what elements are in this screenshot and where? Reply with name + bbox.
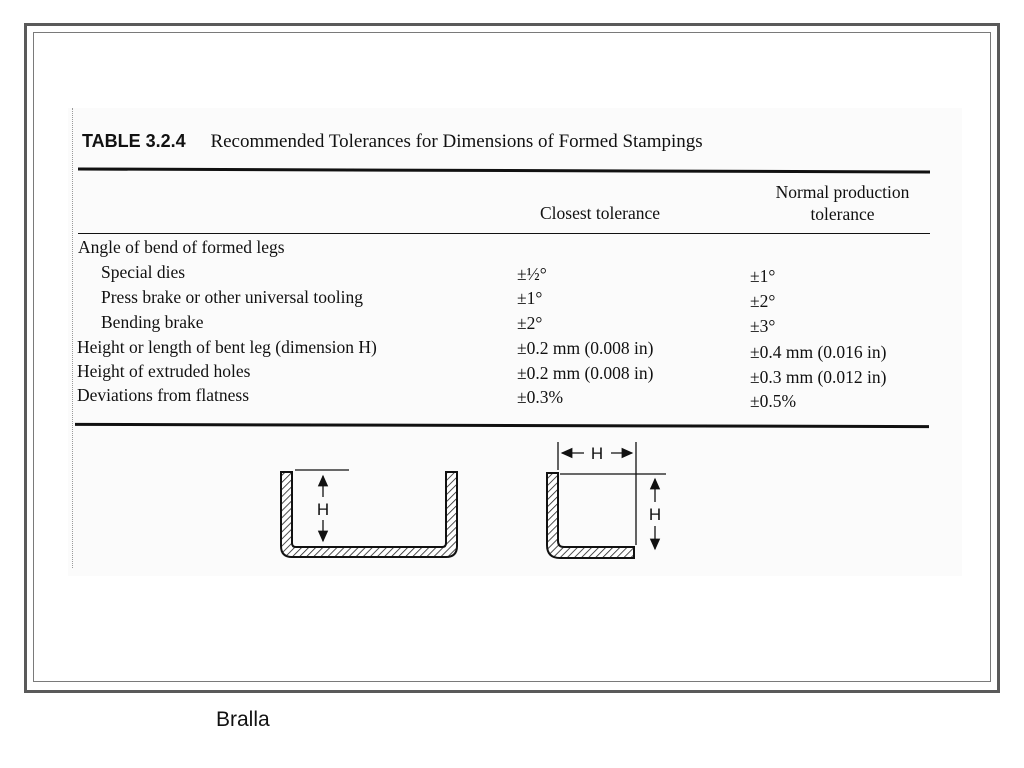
- cell-normal-flatness: ±0.5%: [750, 391, 797, 411]
- row-label-extruded-holes: Height of extruded holes: [77, 361, 251, 381]
- table-number: TABLE 3.2.4: [82, 131, 186, 151]
- angle-section: [547, 473, 634, 558]
- row-label-angle-of-bend: Angle of bend of formed legs: [78, 237, 285, 257]
- angle-height-dimension: [560, 474, 666, 549]
- cell-closest-press-brake: ±1°: [517, 288, 543, 308]
- cell-closest-special-dies: ±½°: [517, 264, 547, 284]
- angle-width-dimension: [558, 442, 636, 545]
- row-label-special-dies: Special dies: [101, 262, 186, 282]
- cell-closest-flatness: ±0.3%: [517, 387, 564, 407]
- angle-height-label: H: [648, 505, 662, 524]
- cell-closest-bending-brake: ±2°: [517, 313, 543, 333]
- header-normal-line2: tolerance: [810, 204, 875, 224]
- angle-width-label: H: [590, 444, 604, 463]
- cell-normal-press-brake: ±2°: [750, 291, 776, 311]
- row-label-press-brake: Press brake or other universal tooling: [101, 287, 363, 307]
- cell-closest-extruded-holes: ±0.2 mm (0.008 in): [517, 363, 654, 383]
- slide-caption: Bralla: [216, 708, 270, 731]
- cell-normal-bending-brake: ±3°: [750, 316, 776, 336]
- row-label-bending-brake: Bending brake: [101, 312, 204, 332]
- row-label-height-bent-leg: Height or length of bent leg (dimension H): [77, 337, 377, 357]
- cell-normal-extruded-holes: ±0.3 mm (0.012 in): [750, 367, 887, 387]
- cell-closest-height-bent-leg: ±0.2 mm (0.008 in): [517, 338, 654, 358]
- row-label-flatness: Deviations from flatness: [77, 385, 250, 405]
- u-channel-height-label: H: [316, 500, 330, 519]
- u-channel-dimension: [295, 470, 349, 541]
- cell-normal-special-dies: ±1°: [750, 266, 776, 286]
- table-title-text: Recommended Tolerances for Dimensions of Formed Stampings: [210, 131, 703, 152]
- header-closest-tolerance: Closest tolerance: [539, 203, 661, 223]
- cell-normal-height-bent-leg: ±0.4 mm (0.016 in): [750, 342, 887, 362]
- header-normal-line1: Normal production: [775, 182, 910, 202]
- u-channel-section: [281, 472, 457, 557]
